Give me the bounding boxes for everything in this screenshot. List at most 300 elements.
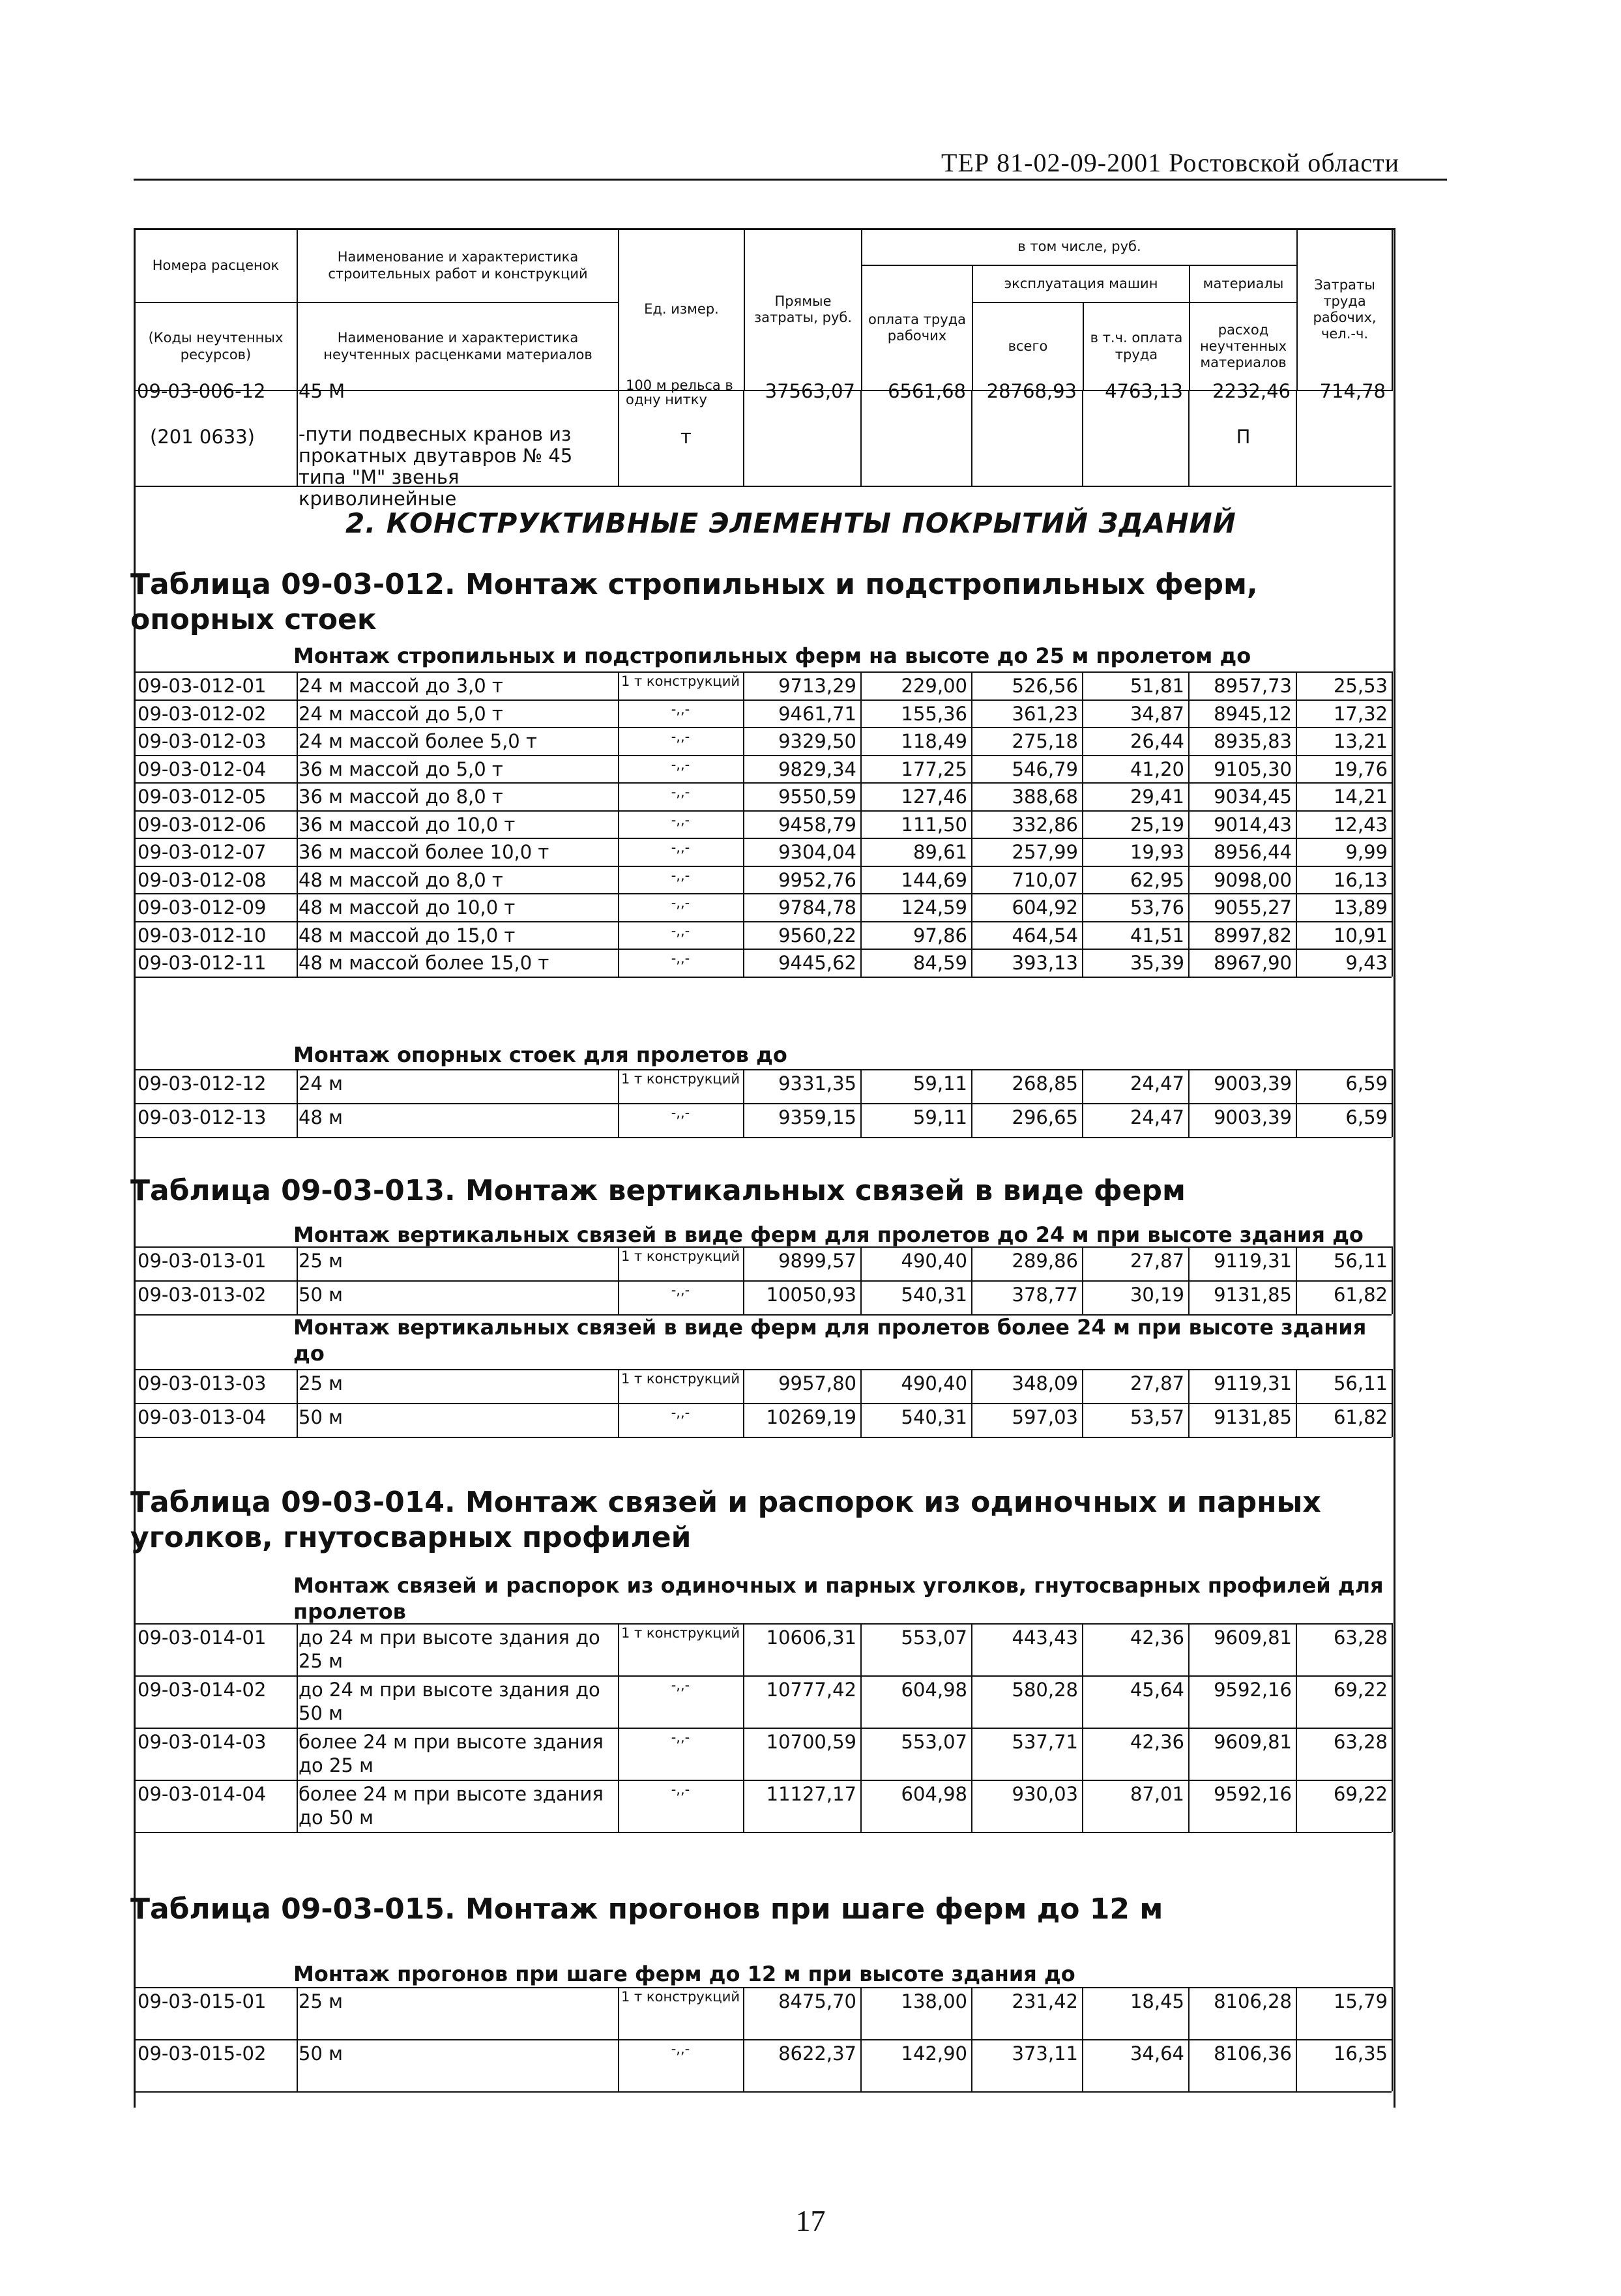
cell-unit: -,,-: [671, 701, 690, 717]
cell-unit: 1 т конструкций: [621, 1071, 740, 1087]
cell-mach-wage: 51,81: [1130, 675, 1184, 697]
cell-mach: 268,85: [1012, 1072, 1078, 1095]
cell-name: 36 м массой до 5,0 т: [299, 758, 503, 780]
cell-code: 09-03-012-07: [138, 841, 267, 863]
grid-line: [134, 2091, 1392, 2093]
grid-line: [1392, 1246, 1393, 1314]
cell-mat: 9609,81: [1214, 1626, 1292, 1649]
cell-code: 09-03-012-08: [138, 868, 267, 891]
cell-code: 09-03-014-04: [138, 1783, 267, 1805]
table-014-title: Таблица 09-03-014. Монтаж связей и распорок из одиночных и парных уголков, гнутосварных профилей: [130, 1486, 1321, 1554]
header-wage: оплата труда рабочих: [862, 265, 972, 390]
row-top-code: 09-03-006-12: [137, 380, 266, 402]
grid-line: [134, 1103, 1392, 1104]
cell-labor: 15,79: [1333, 1990, 1388, 2012]
cell-mach-wage: 42,36: [1130, 1626, 1184, 1649]
row-top-labor: 714,78: [1319, 380, 1386, 402]
cell-mat: 9034,45: [1214, 786, 1292, 808]
cell-mat: 8106,36: [1214, 2042, 1292, 2065]
cell-mach: 378,77: [1012, 1284, 1078, 1306]
cell-wage: 540,31: [901, 1284, 967, 1306]
cell-unit: 1 т конструкций: [621, 673, 740, 689]
cell-mach-wage: 29,41: [1130, 786, 1184, 808]
cell-direct: 8622,37: [778, 2042, 856, 2065]
cell-name: 24 м массой до 5,0 т: [299, 702, 503, 725]
cell-labor: 69,22: [1333, 1783, 1388, 1805]
cell-wage: 59,11: [913, 1072, 967, 1095]
cell-direct: 9461,71: [778, 702, 856, 725]
row-top-mach-wage: 4763,13: [1105, 380, 1183, 402]
grid-line: [134, 838, 1392, 839]
header-incl: в том числе, руб.: [862, 229, 1297, 265]
row-top-sub-unit: т: [680, 426, 692, 448]
cell-mach-wage: 53,57: [1130, 1406, 1184, 1428]
cell-mach-wage: 18,45: [1130, 1990, 1184, 2012]
cell-direct: 9713,29: [778, 675, 856, 697]
cell-code: 09-03-015-01: [138, 1990, 267, 2012]
cell-wage: 118,49: [901, 730, 967, 752]
cell-labor: 6,59: [1345, 1106, 1388, 1128]
table-015-title: Таблица 09-03-015. Монтаж прогонов при шаге ферм до 12 м: [130, 1892, 1163, 1926]
cell-labor: 63,28: [1333, 1731, 1388, 1753]
cell-unit: 1 т конструкций: [621, 1625, 740, 1641]
cell-unit: -,,-: [671, 784, 690, 800]
cell-mach-wage: 30,19: [1130, 1284, 1184, 1306]
cell-name: 24 м массой до 3,0 т: [299, 675, 503, 697]
cell-mach-wage: 27,87: [1130, 1250, 1184, 1272]
grid-line: [1296, 391, 1297, 486]
cell-mach: 231,42: [1012, 1990, 1078, 2012]
grid-line: [134, 782, 1392, 784]
grid-line: [134, 1137, 1392, 1138]
cell-wage: 490,40: [901, 1250, 967, 1272]
header-mach-total: всего: [972, 302, 1083, 390]
cell-labor: 13,89: [1333, 896, 1388, 919]
cell-mach: 275,18: [1012, 730, 1078, 752]
cell-mach-wage: 42,36: [1130, 1731, 1184, 1753]
header-code: Номера расценок: [134, 229, 297, 302]
cell-mach: 257,99: [1012, 841, 1078, 863]
cell-mach: 546,79: [1012, 758, 1078, 780]
cell-direct: 8475,70: [778, 1990, 856, 2012]
cell-mat: 9055,27: [1214, 896, 1292, 919]
cell-unit: -,,-: [671, 1677, 690, 1693]
cell-mach-wage: 41,20: [1130, 758, 1184, 780]
cell-mach: 348,09: [1012, 1372, 1078, 1394]
cell-unit: -,,-: [671, 895, 690, 911]
grid-line: [1082, 391, 1083, 486]
cell-wage: 111,50: [901, 813, 967, 836]
cell-code: 09-03-012-02: [138, 702, 267, 725]
grid-line: [297, 391, 298, 486]
row-top-sub-name: -пути подвесных кранов из прокатных двутавров № 45 типа "М" звенья криволинейные: [299, 423, 573, 510]
cell-labor: 16,13: [1333, 868, 1388, 891]
row-top-wage: 6561,68: [888, 380, 966, 402]
cell-unit: -,,-: [671, 1729, 690, 1745]
row-top-sub-code: (201 0633): [150, 426, 256, 448]
cell-mat: 9131,85: [1214, 1284, 1292, 1306]
cell-unit: 1 т конструкций: [621, 1371, 740, 1387]
grid-line: [1296, 671, 1297, 977]
cell-direct: 9359,15: [778, 1106, 856, 1128]
cell-name: 25 м: [299, 1990, 343, 2012]
cell-mat: 8957,73: [1214, 675, 1292, 697]
cell-direct: 10777,42: [766, 1679, 856, 1701]
cell-direct: 9784,78: [778, 896, 856, 919]
cell-name: более 24 м при высоте здания до 25 м: [299, 1731, 604, 1776]
cell-mach: 597,03: [1012, 1406, 1078, 1428]
document-header: ТЕР 81-02-09-2001 Ростовской области: [941, 148, 1399, 177]
cell-unit: -,,-: [671, 1282, 690, 1298]
cell-code: 09-03-015-02: [138, 2042, 267, 2065]
cell-labor: 9,43: [1345, 952, 1388, 974]
grid-line: [134, 699, 1392, 701]
cell-mach: 710,07: [1012, 868, 1078, 891]
grid-line: [134, 1437, 1392, 1438]
grid-line: [1392, 1987, 1393, 2091]
cell-direct: 9957,80: [778, 1372, 856, 1394]
cell-direct: 9899,57: [778, 1250, 856, 1272]
cell-wage: 89,61: [913, 841, 967, 863]
cell-labor: 9,99: [1345, 841, 1388, 863]
header-name-sub: Наименование и характеристика неучтенных расценками материалов: [297, 302, 619, 390]
cell-mach: 464,54: [1012, 924, 1078, 947]
cell-wage: 553,07: [901, 1731, 967, 1753]
cell-wage: 553,07: [901, 1626, 967, 1649]
cell-unit: -,,-: [671, 867, 690, 883]
cell-mach-wage: 24,47: [1130, 1106, 1184, 1128]
cell-direct: 9445,62: [778, 952, 856, 974]
cell-mach: 526,56: [1012, 675, 1078, 697]
cell-mach-wage: 35,39: [1130, 952, 1184, 974]
header-direct: Прямые затраты, руб.: [744, 229, 862, 390]
column-header-table: [134, 228, 1393, 391]
cell-direct: 9952,76: [778, 868, 856, 891]
table-014-subtitle-1: Монтаж связей и распорок из одиночных и парных уголков, гнутосварных профилей для пролетов: [293, 1573, 1384, 1624]
grid-line: [134, 1280, 1392, 1282]
cell-mach: 604,92: [1012, 896, 1078, 919]
grid-line: [971, 391, 972, 486]
cell-mach: 361,23: [1012, 702, 1078, 725]
grid-line: [134, 671, 1392, 673]
grid-line: [134, 1069, 1392, 1070]
cell-direct: 10700,59: [766, 1731, 856, 1753]
cell-wage: 155,36: [901, 702, 967, 725]
cell-mat: 9098,00: [1214, 868, 1292, 891]
cell-labor: 19,76: [1333, 758, 1388, 780]
cell-mach-wage: 62,95: [1130, 868, 1184, 891]
header-mat: расход неучтенных материалов: [1190, 302, 1297, 390]
cell-code: 09-03-012-09: [138, 896, 267, 919]
cell-name: 50 м: [299, 1406, 343, 1428]
cell-code: 09-03-013-02: [138, 1284, 267, 1306]
cell-direct: 9458,79: [778, 813, 856, 836]
cell-mach-wage: 41,51: [1130, 924, 1184, 947]
cell-mat: 8935,83: [1214, 730, 1292, 752]
cell-unit: -,,-: [671, 812, 690, 828]
page-number: 17: [795, 2204, 826, 2237]
header-rule: [134, 179, 1447, 181]
cell-name: 50 м: [299, 2042, 343, 2065]
cell-wage: 177,25: [901, 758, 967, 780]
cell-mach: 289,86: [1012, 1250, 1078, 1272]
cell-wage: 97,86: [913, 924, 967, 947]
header-code-sub: (Коды неучтенных ресурсов): [134, 302, 297, 390]
cell-code: 09-03-012-10: [138, 924, 267, 947]
cell-code: 09-03-013-04: [138, 1406, 267, 1428]
grid-line: [134, 1675, 1392, 1677]
grid-line: [860, 391, 862, 486]
cell-wage: 540,31: [901, 1406, 967, 1428]
grid-line: [1188, 671, 1190, 977]
cell-wage: 138,00: [901, 1990, 967, 2012]
cell-name: 36 м массой до 8,0 т: [299, 786, 503, 808]
table-015-subtitle-1: Монтаж прогонов при шаге ферм до 12 м при высоте здания до: [293, 1962, 1075, 1986]
grid-line: [1392, 671, 1393, 977]
cell-labor: 6,59: [1345, 1072, 1388, 1095]
table-013-subtitle-1: Монтаж вертикальных связей в виде ферм для пролетов до 24 м при высоте здания до: [293, 1222, 1364, 1247]
cell-wage: 144,69: [901, 868, 967, 891]
cell-unit: -,,-: [671, 950, 690, 966]
grid-line: [860, 671, 862, 977]
grid-line: [134, 1780, 1392, 1781]
cell-unit: 1 т конструкций: [621, 1248, 740, 1264]
header-machines: эксплуатация машин: [972, 265, 1190, 303]
grid-line: [134, 486, 1392, 487]
cell-mat: 8997,82: [1214, 924, 1292, 947]
cell-labor: 25,53: [1333, 675, 1388, 697]
cell-mach-wage: 53,76: [1130, 896, 1184, 919]
cell-labor: 14,21: [1333, 786, 1388, 808]
cell-wage: 490,40: [901, 1372, 967, 1394]
cell-mat: 9003,39: [1214, 1072, 1292, 1095]
grid-line: [134, 1369, 1392, 1370]
row-top-mach: 28768,93: [986, 380, 1077, 402]
cell-mat: 9003,39: [1214, 1106, 1292, 1128]
grid-line: [743, 671, 744, 977]
grid-line: [134, 671, 135, 977]
cell-mat: 9592,16: [1214, 1783, 1292, 1805]
cell-labor: 63,28: [1333, 1626, 1388, 1649]
cell-mach: 580,28: [1012, 1679, 1078, 1701]
row-top-unit: 100 м рельса в одну нитку: [626, 377, 733, 407]
grid-line: [134, 866, 1392, 867]
cell-direct: 10050,93: [766, 1284, 856, 1306]
table-013-title: Таблица 09-03-013. Монтаж вертикальных связей в виде ферм: [130, 1174, 1186, 1207]
header-mach-wage: в т.ч. оплата труда: [1083, 302, 1190, 390]
grid-line: [134, 1987, 1392, 1988]
cell-labor: 13,21: [1333, 730, 1388, 752]
cell-name: 48 м: [299, 1106, 343, 1128]
cell-labor: 17,32: [1333, 702, 1388, 725]
cell-labor: 12,43: [1333, 813, 1388, 836]
cell-code: 09-03-012-12: [138, 1072, 267, 1095]
cell-mach: 443,43: [1012, 1626, 1078, 1649]
grid-line: [134, 810, 1392, 812]
grid-line: [134, 727, 1392, 728]
cell-wage: 229,00: [901, 675, 967, 697]
cell-name: 50 м: [299, 1284, 343, 1306]
section-title: 2. КОНСТРУКТИВНЫЕ ЭЛЕМЕНТЫ ПОКРЫТИЙ ЗДАНИЙ: [345, 507, 1236, 539]
grid-line: [134, 949, 1392, 950]
cell-mach-wage: 34,64: [1130, 2042, 1184, 2065]
cell-name: 24 м: [299, 1072, 343, 1095]
cell-unit: -,,-: [671, 840, 690, 855]
cell-mach-wage: 26,44: [1130, 730, 1184, 752]
row-top-mat: 2232,46: [1212, 380, 1291, 402]
cell-labor: 16,35: [1333, 2042, 1388, 2065]
cell-wage: 127,46: [901, 786, 967, 808]
cell-labor: 69,22: [1333, 1679, 1388, 1701]
grid-line: [1188, 391, 1190, 486]
cell-mat: 8967,90: [1214, 952, 1292, 974]
cell-name: 48 м массой до 15,0 т: [299, 924, 516, 947]
grid-line: [134, 1832, 1392, 1833]
cell-mat: 9014,43: [1214, 813, 1292, 836]
cell-unit: -,,-: [671, 1105, 690, 1121]
cell-direct: 9304,04: [778, 841, 856, 863]
grid-line: [618, 391, 619, 486]
cell-wage: 142,90: [901, 2042, 967, 2065]
cell-name: 25 м: [299, 1250, 343, 1272]
cell-name: 48 м массой до 8,0 т: [299, 868, 503, 891]
grid-line: [134, 755, 1392, 756]
cell-unit: -,,-: [671, 1405, 690, 1420]
cell-mach-wage: 19,93: [1130, 841, 1184, 863]
table-012-title: Таблица 09-03-012. Монтаж стропильных и подстропильных ферм, опорных стоек: [130, 568, 1258, 636]
cell-mach: 930,03: [1012, 1783, 1078, 1805]
grid-line: [743, 391, 744, 486]
row-top-direct: 37563,07: [765, 380, 855, 402]
cell-mach-wage: 27,87: [1130, 1372, 1184, 1394]
grid-line: [134, 893, 1392, 894]
cell-mach-wage: 25,19: [1130, 813, 1184, 836]
header-materials: материалы: [1190, 265, 1297, 303]
cell-code: 09-03-012-13: [138, 1106, 267, 1128]
cell-name: до 24 м при высоте здания до 25 м: [299, 1626, 600, 1672]
cell-mach: 537,71: [1012, 1731, 1078, 1753]
cell-labor: 61,82: [1333, 1406, 1388, 1428]
cell-unit: -,,-: [671, 729, 690, 744]
grid-line: [1392, 1623, 1393, 1832]
cell-direct: 9560,22: [778, 924, 856, 947]
header-unit: Ед. измер.: [619, 229, 744, 390]
cell-direct: 9329,50: [778, 730, 856, 752]
cell-direct: 9829,34: [778, 758, 856, 780]
cell-mat: 8956,44: [1214, 841, 1292, 863]
table-013-subtitle-2: Монтаж вертикальных связей в виде ферм для пролетов более 24 м при высоте здания до: [293, 1315, 1367, 1366]
cell-wage: 84,59: [913, 952, 967, 974]
grid-line: [134, 921, 1392, 922]
header-labor: Затраты труда рабочих, чел.-ч.: [1297, 229, 1392, 390]
grid-line: [1392, 1369, 1393, 1437]
cell-name: 48 м массой более 15,0 т: [299, 952, 549, 974]
cell-mat: 9592,16: [1214, 1679, 1292, 1701]
cell-code: 09-03-013-03: [138, 1372, 267, 1394]
cell-code: 09-03-012-06: [138, 813, 267, 836]
cell-name: 48 м массой до 10,0 т: [299, 896, 516, 919]
cell-direct: 11127,17: [766, 1783, 856, 1805]
cell-code: 09-03-012-05: [138, 786, 267, 808]
cell-wage: 604,98: [901, 1679, 967, 1701]
cell-mach: 393,13: [1012, 952, 1078, 974]
grid-line: [971, 671, 972, 977]
cell-direct: 9550,59: [778, 786, 856, 808]
grid-line: [134, 1403, 1392, 1404]
cell-wage: 59,11: [913, 1106, 967, 1128]
cell-mach: 296,65: [1012, 1106, 1078, 1128]
cell-code: 09-03-014-02: [138, 1679, 267, 1701]
cell-labor: 56,11: [1333, 1372, 1388, 1394]
grid-line: [134, 977, 1392, 978]
cell-mat: 8945,12: [1214, 702, 1292, 725]
cell-code: 09-03-013-01: [138, 1250, 267, 1272]
cell-mat: 9105,30: [1214, 758, 1292, 780]
cell-mach: 332,86: [1012, 813, 1078, 836]
grid-line: [134, 2039, 1392, 2040]
cell-mach-wage: 24,47: [1130, 1072, 1184, 1095]
cell-mach: 373,11: [1012, 2042, 1078, 2065]
cell-name: 24 м массой более 5,0 т: [299, 730, 537, 752]
grid-line: [134, 1246, 1392, 1248]
cell-wage: 604,98: [901, 1783, 967, 1805]
cell-mat: 9119,31: [1214, 1250, 1292, 1272]
table-012-subtitle-2: Монтаж опорных стоек для пролетов до: [293, 1042, 787, 1067]
cell-unit: -,,-: [671, 922, 690, 939]
row-top-name: 45 М: [299, 380, 345, 402]
grid-line: [1392, 1069, 1393, 1137]
cell-mach-wage: 34,87: [1130, 702, 1184, 725]
cell-name: 25 м: [299, 1372, 343, 1394]
grid-line: [297, 671, 298, 977]
cell-direct: 9331,35: [778, 1072, 856, 1095]
grid-line: [1082, 671, 1083, 977]
cell-labor: 10,91: [1333, 924, 1388, 947]
cell-code: 09-03-012-01: [138, 675, 267, 697]
row-top-sub-mat: П: [1236, 426, 1251, 448]
header-name: Наименование и характеристика строительных работ и конструкций: [297, 229, 619, 302]
cell-code: 09-03-014-01: [138, 1626, 267, 1649]
cell-mat: 9119,31: [1214, 1372, 1292, 1394]
table-012-subtitle-1: Монтаж стропильных и подстропильных ферм на высоте до 25 м пролетом до: [293, 643, 1251, 668]
cell-code: 09-03-012-11: [138, 952, 267, 974]
cell-code: 09-03-012-04: [138, 758, 267, 780]
cell-mat: 9131,85: [1214, 1406, 1292, 1428]
cell-name: 36 м массой до 10,0 т: [299, 813, 516, 836]
cell-mat: 8106,28: [1214, 1990, 1292, 2012]
cell-unit: -,,-: [671, 2041, 690, 2057]
grid-line: [134, 1623, 1392, 1625]
cell-mat: 9609,81: [1214, 1731, 1292, 1753]
cell-name: более 24 м при высоте здания до 50 м: [299, 1783, 604, 1829]
cell-direct: 10269,19: [766, 1406, 856, 1428]
cell-name: до 24 м при высоте здания до 50 м: [299, 1679, 600, 1724]
cell-labor: 56,11: [1333, 1250, 1388, 1272]
cell-unit: -,,-: [671, 1782, 690, 1797]
cell-unit: 1 т конструкций: [621, 1989, 740, 2005]
cell-labor: 61,82: [1333, 1284, 1388, 1306]
cell-direct: 10606,31: [766, 1626, 856, 1649]
cell-mach-wage: 87,01: [1130, 1783, 1184, 1805]
cell-mach-wage: 45,64: [1130, 1679, 1184, 1701]
grid-line: [134, 1728, 1392, 1729]
cell-code: 09-03-014-03: [138, 1731, 267, 1753]
cell-name: 36 м массой более 10,0 т: [299, 841, 549, 863]
cell-unit: -,,-: [671, 756, 690, 773]
cell-wage: 124,59: [901, 896, 967, 919]
cell-code: 09-03-012-03: [138, 730, 267, 752]
cell-mach: 388,68: [1012, 786, 1078, 808]
